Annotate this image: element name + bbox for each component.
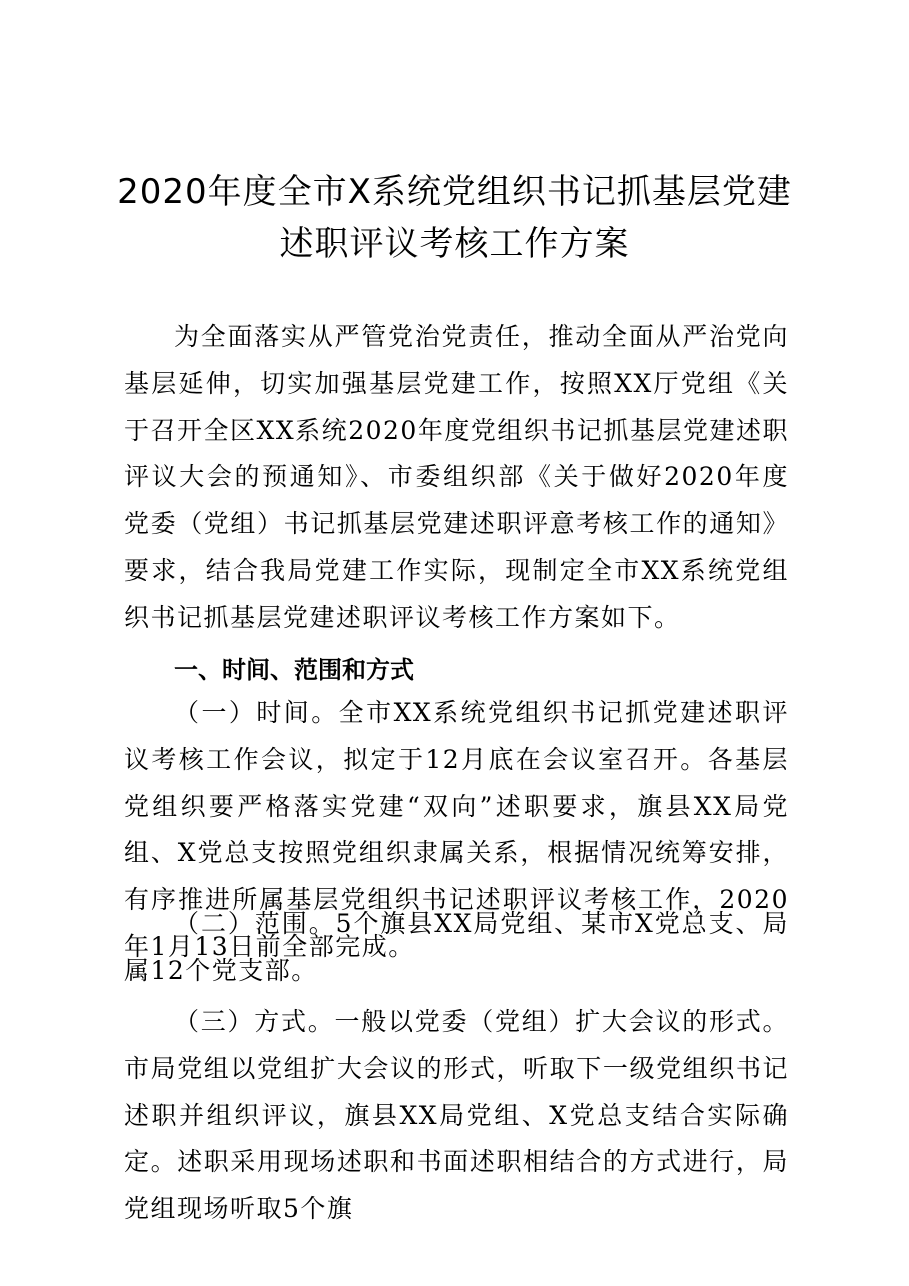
time-paragraph: （一）时间。全市XX系统党组织书记抓党建述职评议考核工作会议，拟定于12月底在会议室召开。各基层党组织要严格落实党建“双向”述职要求，旗县XX局党组、X党总支按照党组织隶属关系，根据情况统筹安排，有序推进所属基层党组织书记述职评议考核工作，2020年1月13日前全部完成。	[124, 698, 789, 961]
scope-paragraph: （二）范围。5个旗县XX局党组、某市X党总支、局属12个党支部。	[124, 909, 789, 985]
section-heading-1: 一、时间、范围和方式	[174, 656, 414, 684]
method-paragraph: （三）方式。一般以党委（党组）扩大会议的形式。市局党组以党组扩大会议的形式，听取下一级党组织书记述职并组织评议，旗县XX局党组、X党总支结合实际确定。述职采用现场述职和书面述职相结合的方式进行，局党组现场听取5个旗	[124, 1007, 789, 1224]
document-title-line1: 2020年度全市X系统党组织书记抓基层党建	[117, 172, 792, 212]
document-title-line2: 述职评议考核工作方案	[279, 224, 630, 264]
intro-paragraph: 为全面落实从严管党治党责任，推动全面从严治党向基层延伸，切实加强基层党建工作，按照XX厅党组《关于召开全区XX系统2020年度党组织书记抓基层党建述职评议大会的预通知》、市委组织部《关于做好2020年度党委（党组）书记抓基层党建述职评意考核工作的通知》要求，结合我局党建工作实际，现制定全市XX系统党组织书记抓基层党建述职评议考核工作方案如下。	[124, 322, 789, 632]
